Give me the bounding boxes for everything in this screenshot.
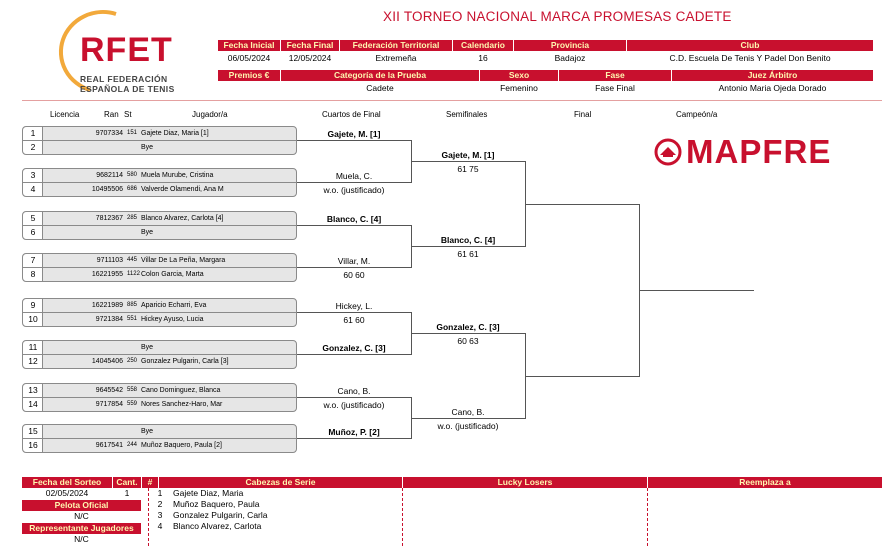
categoria-label: Categoría de la Prueba [281, 70, 479, 81]
col-semifinales: Semifinales [446, 110, 488, 119]
col-licencia: Licencia [50, 110, 80, 119]
semifinal-winner: Cano, B. [451, 407, 485, 417]
semifinal-score: 61 61 [457, 249, 479, 259]
draw-position: 7 [30, 255, 36, 265]
draw-position: 14 [28, 399, 38, 409]
col-final: Final [574, 110, 592, 119]
bracket-line [525, 376, 639, 377]
representante: N/C [74, 534, 89, 544]
quarterfinal-winner: Muñoz, P. [2] [328, 427, 380, 437]
juez: Antonio Maria Ojeda Dorado [718, 83, 827, 93]
seed-name: Gonzalez Pulgarin, Carla [173, 510, 268, 520]
player-ranking: 885 [127, 302, 138, 308]
header-divider [22, 100, 882, 101]
mapfre-emblem-icon [654, 138, 688, 172]
bracket-line [297, 267, 411, 268]
fase-label: Fase [559, 70, 671, 81]
bracket-line [639, 290, 754, 291]
tournament-title: XII TORNEO NACIONAL MARCA PROMESAS CADETE [383, 9, 732, 24]
bracket-line [411, 246, 525, 247]
pelota-label: Pelota Oficial [22, 500, 141, 511]
separator [402, 488, 403, 546]
draw-position: 2 [30, 142, 36, 152]
player-name: Colon Garcia, Marta [141, 271, 204, 278]
col-st: St [124, 110, 132, 119]
draw-position: 4 [30, 184, 36, 194]
player-licencia: 9682114 [96, 172, 123, 179]
player-licencia: 16221989 [91, 302, 123, 309]
draw-position: 9 [30, 300, 36, 310]
player-name: Aparicio Echarri, Eva [141, 302, 207, 309]
draw-position: 8 [30, 269, 36, 279]
fecha-final-label: Fecha Final [281, 40, 339, 51]
separator [148, 488, 149, 546]
premios [218, 82, 280, 94]
draw-match-box [22, 126, 297, 155]
bracket-line [297, 182, 411, 183]
player-licencia: 16221955 [91, 271, 123, 278]
draw-match-box [22, 383, 297, 412]
quarterfinal-winner: Cano, B. [337, 386, 371, 396]
player-name: Bye [141, 344, 154, 351]
cant: 1 [124, 488, 130, 498]
col-jugador: Jugador/a [192, 110, 228, 119]
player-ranking: 558 [127, 387, 138, 393]
bracket-line [297, 397, 411, 398]
seed-number: 1 [157, 488, 163, 498]
sexo-label: Sexo [480, 70, 558, 81]
draw-match-box [22, 298, 297, 327]
quarterfinal-winner: Blanco, C. [4] [326, 214, 382, 224]
player-ranking: 551 [127, 316, 138, 322]
provincia-label: Provincia [514, 40, 626, 51]
bracket-line [525, 204, 639, 205]
player-ranking: 686 [127, 186, 138, 192]
fecha-inicial-label: Fecha Inicial [218, 40, 280, 51]
semifinal-score: w.o. (justificado) [437, 421, 499, 431]
player-name: Bye [141, 229, 154, 236]
logo-mark: RFET [80, 31, 173, 69]
semifinal-score: 61 75 [457, 164, 479, 174]
quarterfinal-score: 61 60 [343, 315, 365, 325]
bracket-line [297, 225, 411, 226]
quarterfinal-winner: Gajete, M. [1] [327, 129, 381, 139]
sponsor-name: MAPFRE [686, 133, 832, 170]
player-ranking: 445 [127, 257, 138, 263]
semifinal-winner: Gajete, M. [1] [441, 150, 495, 160]
club-label: Club [627, 40, 873, 51]
quarterfinal-winner: Muela, C. [335, 171, 373, 181]
cant-label: Cant. [113, 477, 141, 488]
draw-match-box [22, 211, 297, 240]
bracket-line [297, 312, 411, 313]
col-campeon: Campeón/a [676, 110, 718, 119]
player-name: Bye [141, 144, 154, 151]
player-ranking: 1122 [127, 271, 140, 277]
player-name: Nores Sanchez-Haro, Mar [141, 401, 223, 408]
quarterfinal-score: w.o. (justificado) [323, 400, 385, 410]
draw-position: 13 [28, 385, 38, 395]
player-ranking: 244 [127, 442, 138, 448]
player-ranking: 559 [127, 401, 138, 407]
provincia: Badajoz [554, 53, 586, 63]
draw-position: 15 [28, 426, 38, 436]
player-licencia: 9707334 [95, 130, 123, 137]
player-licencia [59, 425, 123, 438]
logo-line-2: ESPAÑOLA DE TENIS [80, 84, 175, 94]
player-licencia: 10495506 [91, 186, 123, 193]
bracket-line [411, 333, 525, 334]
seed-name: Blanco Alvarez, Carlota [173, 521, 262, 531]
juez-label: Juez Árbitro [672, 70, 873, 81]
draw-match-box [22, 168, 297, 197]
seed-name: Muñoz Baquero, Paula [173, 499, 260, 509]
semifinal-winner: Gonzalez, C. [3] [436, 322, 500, 332]
hash-label: # [142, 477, 158, 488]
categoria: Cadete [366, 83, 394, 93]
draw-position: 11 [28, 342, 38, 352]
quarterfinal-winner: Gonzalez, C. [3] [322, 343, 386, 353]
player-licencia: 9617541 [95, 442, 123, 449]
quarterfinal-winner: Villar, M. [337, 256, 371, 266]
separator [647, 488, 648, 546]
draw-position: 6 [30, 227, 36, 237]
seed-number: 4 [157, 521, 163, 531]
fecha-sorteo: 02/05/2024 [45, 488, 89, 498]
club: C.D. Escuela De Tenis Y Padel Don Benito [669, 53, 831, 63]
player-name: Gonzalez Pulgarin, Carla [3] [141, 358, 229, 365]
draw-position: 1 [30, 128, 36, 138]
col-cuartos: Cuartos de Final [322, 110, 381, 119]
calendario: 16 [478, 53, 488, 63]
draw-position: 10 [28, 314, 38, 324]
premios-label: Premios € [218, 70, 280, 81]
seed-number: 2 [157, 499, 163, 509]
col-ranking: Ran [104, 110, 119, 119]
federacion: Extremeña [375, 53, 417, 63]
player-ranking: 250 [127, 358, 138, 364]
player-licencia [59, 226, 123, 239]
fecha-sorteo-label: Fecha del Sorteo [22, 477, 112, 488]
reemplaza-label: Reemplaza a [648, 477, 882, 488]
player-name: Hickey Ayuso, Lucia [141, 316, 204, 323]
quarterfinal-score: w.o. (justificado) [323, 185, 385, 195]
calendario-label: Calendario [453, 40, 513, 51]
seed-number: 3 [157, 510, 163, 520]
bracket-line [297, 354, 411, 355]
semifinal-score: 60 63 [457, 336, 479, 346]
player-licencia: 9721384 [95, 316, 123, 323]
fecha-final: 12/05/2024 [288, 53, 332, 63]
bracket-line [411, 161, 525, 162]
lucky-label: Lucky Losers [403, 477, 647, 488]
player-licencia [59, 141, 123, 154]
bracket-line [297, 140, 411, 141]
seed-name: Gajete Diaz, Maria [173, 488, 244, 498]
player-name: Cano Dominguez, Blanca [141, 387, 221, 394]
player-ranking: 285 [127, 215, 138, 221]
cabezas-label: Cabezas de Serie [159, 477, 402, 488]
sexo: Femenino [500, 83, 538, 93]
player-licencia [59, 341, 123, 354]
semifinal-winner: Blanco, C. [4] [440, 235, 496, 245]
federacion-label: Federación Territorial [340, 40, 452, 51]
draw-position: 16 [28, 440, 38, 450]
quarterfinal-score: 60 60 [343, 270, 365, 280]
bracket-line [411, 418, 525, 419]
player-name: Blanco Alvarez, Carlota [4] [141, 215, 224, 222]
fecha-inicial: 06/05/2024 [227, 53, 271, 63]
fase: Fase Final [595, 83, 635, 93]
player-name: Gajete Diaz, Maria [1] [141, 130, 209, 137]
draw-match-box [22, 253, 297, 282]
draw-position: 3 [30, 170, 36, 180]
logo-line-1: REAL FEDERACIÓN [80, 74, 168, 84]
quarterfinal-winner: Hickey, L. [335, 301, 373, 311]
player-ranking: 580 [127, 172, 138, 178]
player-name: Muela Murube, Cristina [141, 172, 214, 179]
draw-position: 5 [30, 213, 36, 223]
player-name: Muñoz Baquero, Paula [2] [141, 442, 222, 449]
draw-match-box [22, 340, 297, 369]
pelota: N/C [74, 511, 89, 521]
bracket-line [297, 438, 411, 439]
player-licencia: 7812367 [95, 215, 123, 222]
sponsor-logo [654, 133, 868, 170]
player-licencia: 9717854 [95, 401, 123, 408]
representante-label: Representante Jugadores [22, 523, 141, 534]
player-licencia: 9645542 [95, 387, 123, 394]
player-licencia: 14045406 [91, 358, 123, 365]
player-name: Villar De La Peña, Margara [141, 257, 226, 264]
draw-position: 12 [28, 356, 38, 366]
player-ranking: 151 [127, 130, 138, 136]
player-name: Bye [141, 428, 154, 435]
player-name: Valverde Olamendi, Ana M [141, 186, 224, 193]
player-licencia: 9711103 [96, 257, 123, 264]
draw-match-box [22, 424, 297, 453]
